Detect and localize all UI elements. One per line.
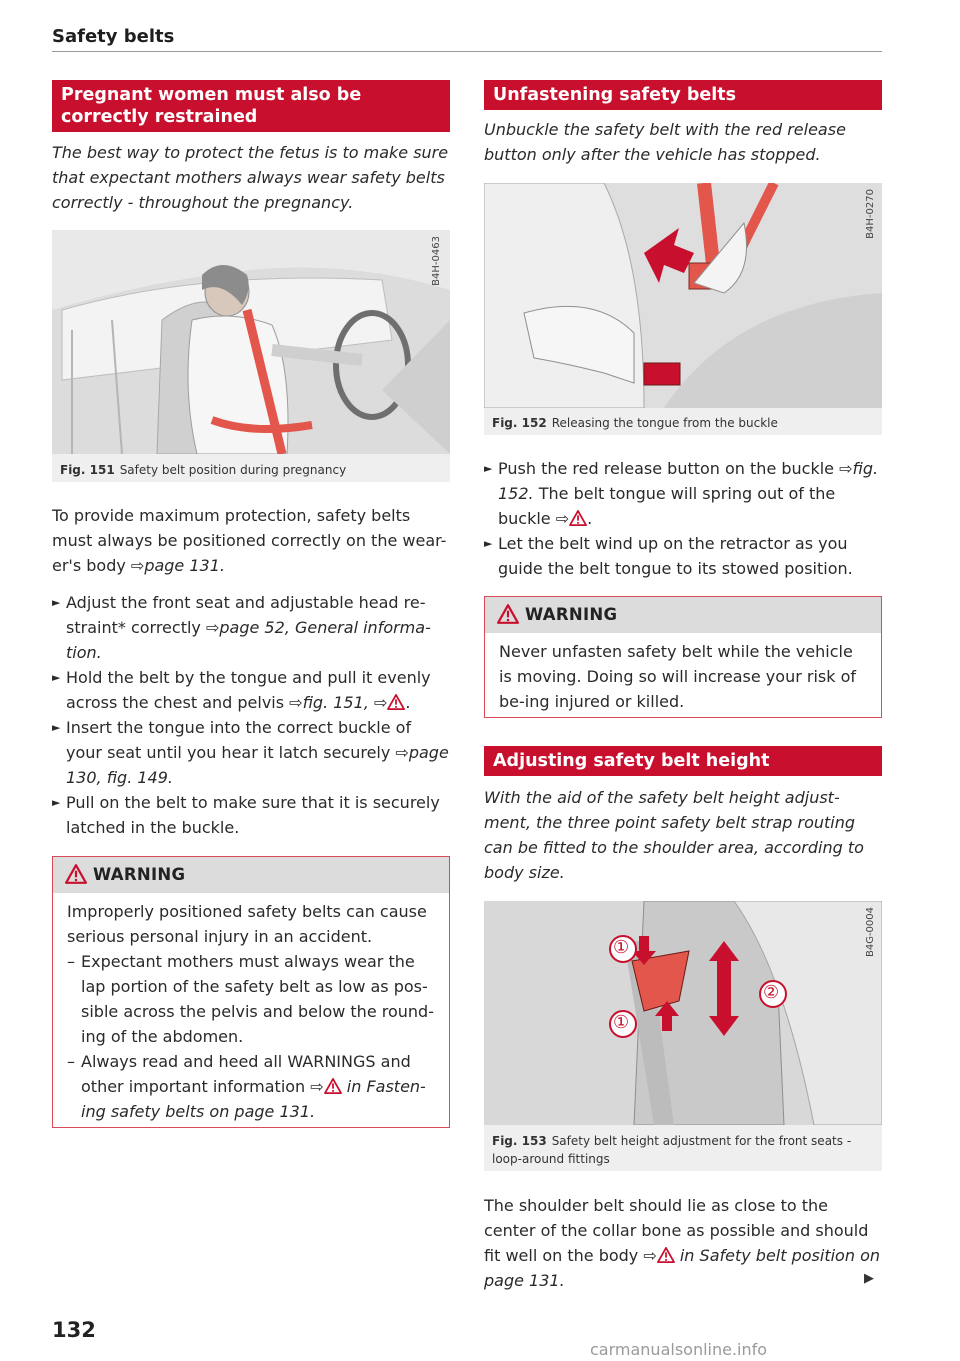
warning-header — [53, 857, 449, 893]
watermark: carmanualsonline.info — [590, 1340, 768, 1359]
warning-triangle-icon — [657, 1247, 675, 1263]
caption-text: Safety belt position during pregnancy — [119, 463, 347, 477]
figure-code: B4H-0463 — [431, 236, 442, 286]
warning-text: Improperly positioned safety belts can cause serious personal injury in an accident. — [67, 902, 427, 946]
bullet-arrow-icon: ► — [52, 721, 61, 734]
warning-header — [485, 597, 881, 633]
buckle-release-illustration — [484, 183, 882, 408]
figure-153 — [484, 901, 882, 1171]
page-reference-link[interactable]: in Fasten-ing safety belts on page 131. — [81, 1077, 426, 1121]
warning-triangle-icon — [324, 1078, 342, 1094]
page-reference-link[interactable]: ⇨page 52, General informa-tion. — [66, 618, 431, 662]
figure-code: B4G-0004 — [865, 907, 876, 958]
belt-height-illustration — [484, 901, 882, 1125]
intro-height: With the aid of the safety belt height adjust-ment, the three point safety belt strap routing can be fitted to the shoulder area, according to body size. — [484, 788, 864, 882]
warning-title: WARNING — [525, 605, 618, 624]
page-number: 132 — [52, 1318, 96, 1342]
callout-1: ① — [613, 1012, 630, 1033]
warning-triangle-icon — [387, 694, 405, 710]
section-title-pregnant: Pregnant women must also be correctly restrained — [52, 80, 450, 132]
bullet-arrow-icon: ► — [52, 596, 61, 609]
warning-text: Never unfasten safety belt while the vehicle is moving. Doing so will increase your risk of be-ing injured or killed. — [499, 642, 856, 711]
list-item-text: Push the red release button on the buckle — [498, 459, 835, 478]
figure-code: B4H-0270 — [865, 189, 876, 239]
warning-triangle-icon — [65, 864, 87, 884]
list-item-text: Insert the tongue into the correct buckle of your seat until you hear it latch securely — [66, 718, 412, 762]
figure-151-caption — [60, 461, 442, 479]
paragraph-text: To provide maximum protection, safety belts must always be positioned correctly on the wear-er's body — [52, 506, 447, 575]
list-item — [484, 531, 882, 581]
section-title-unfastening: Unfastening safety belts — [484, 80, 882, 110]
callout-1: ① — [613, 937, 630, 958]
paragraph-text: The shoulder belt should lie as close to the center of the collar bone as possible and should fit well on the body ⇨ — [484, 1196, 869, 1265]
warning-dash-item: – Always read and heed all WARNINGS and other important information ⇨ in Fasten-ing safety belts on page 131. — [67, 1052, 426, 1121]
intro-pregnant: The best way to protect the fetus is to make sure that expectant mothers always wear safety belts correctly - throughout the pregnancy. — [52, 143, 449, 212]
figure-number: Fig. 151 — [60, 463, 115, 477]
list-item-text: Hold the belt by the tongue and pull it evenly across the chest and pelvis — [66, 668, 431, 712]
figure-152 — [484, 183, 882, 435]
list-item — [52, 715, 450, 790]
intro-unfastening: Unbuckle the safety belt with the red release button only after the vehicle has stopped. — [484, 120, 846, 164]
warning-dash-text: Always read and heed all WARNINGS and other important information ⇨ — [81, 1052, 411, 1096]
warning-dash-item: – Expectant mothers must always wear the lap portion of the safety belt as low as pos-sible across the pelvis and below the round-ing of the abdomen. — [67, 952, 434, 1046]
figure-151 — [52, 230, 450, 482]
list-item — [52, 665, 450, 715]
figure-number: Fig. 153 — [492, 1134, 547, 1148]
list-item: ► Push the red release button on the buckle ⇨fig. 152. The belt tongue will spring out of the buckle ⇨ . — [484, 456, 882, 531]
warning-dash-text: Expectant mothers must always wear the lap portion of the safety belt as low as pos-sible across the pelvis and below the round-ing of the abdomen. — [81, 952, 434, 1046]
figure-151-image — [52, 230, 450, 454]
continue-arrow-icon: ▶ — [864, 1271, 874, 1286]
figure-153-caption — [492, 1132, 874, 1168]
warning-triangle-icon — [569, 510, 587, 526]
figure-152-caption — [492, 414, 874, 432]
bullet-arrow-icon: ► — [484, 537, 493, 550]
warning-triangle-icon — [497, 604, 519, 624]
warning-body — [53, 893, 449, 1132]
figure-reference-link[interactable]: ⇨fig. 151, ⇨ — [289, 693, 388, 712]
caption-text: Safety belt height adjustment for the front seats - loop-around fittings — [492, 1134, 852, 1166]
bullet-arrow-icon: ► — [484, 462, 493, 475]
list-item-text: Let the belt wind up on the retractor as you guide the belt tongue to its stowed position. — [498, 534, 853, 578]
protection-paragraph — [52, 503, 450, 578]
figure-152-image — [484, 183, 882, 408]
list-item-text: Adjust the front seat and adjustable head re-straint* correctly — [66, 593, 426, 637]
list-item-text: Pull on the belt to make sure that it is securely latched in the buckle. — [66, 793, 440, 837]
caption-text: Releasing the tongue from the buckle — [551, 416, 778, 430]
bullet-arrow-icon: ► — [52, 796, 61, 809]
punctuation: . — [405, 693, 411, 712]
list-item-text: The belt tongue will spring out of the buckle ⇨ — [498, 484, 836, 528]
warning-box-unfasten — [484, 596, 882, 718]
warning-box-pregnancy — [52, 856, 450, 1128]
section-title-height: Adjusting safety belt height — [484, 746, 882, 776]
list-item — [52, 590, 450, 665]
header-divider — [52, 51, 882, 52]
page-reference-link[interactable]: ⇨page 131. — [130, 556, 225, 575]
section-header: Safety belts — [52, 26, 175, 47]
instruction-list — [52, 590, 450, 840]
page-reference-link[interactable]: in Safety belt position on page 131. — [484, 1246, 880, 1290]
figure-reference-link[interactable]: ⇨fig. 152. — [498, 459, 879, 503]
list-item — [52, 790, 450, 840]
bullet-arrow-icon: ► — [52, 671, 61, 684]
pregnant-driver-illustration — [52, 230, 450, 454]
callout-2: ② — [763, 982, 780, 1003]
figure-153-image — [484, 901, 882, 1125]
unfastening-list — [484, 456, 882, 581]
page-reference-link[interactable]: ⇨page 130, fig. 149. — [66, 743, 449, 787]
shoulder-belt-paragraph — [484, 1193, 882, 1293]
figure-number: Fig. 152 — [492, 416, 547, 430]
warning-title: WARNING — [93, 865, 186, 884]
